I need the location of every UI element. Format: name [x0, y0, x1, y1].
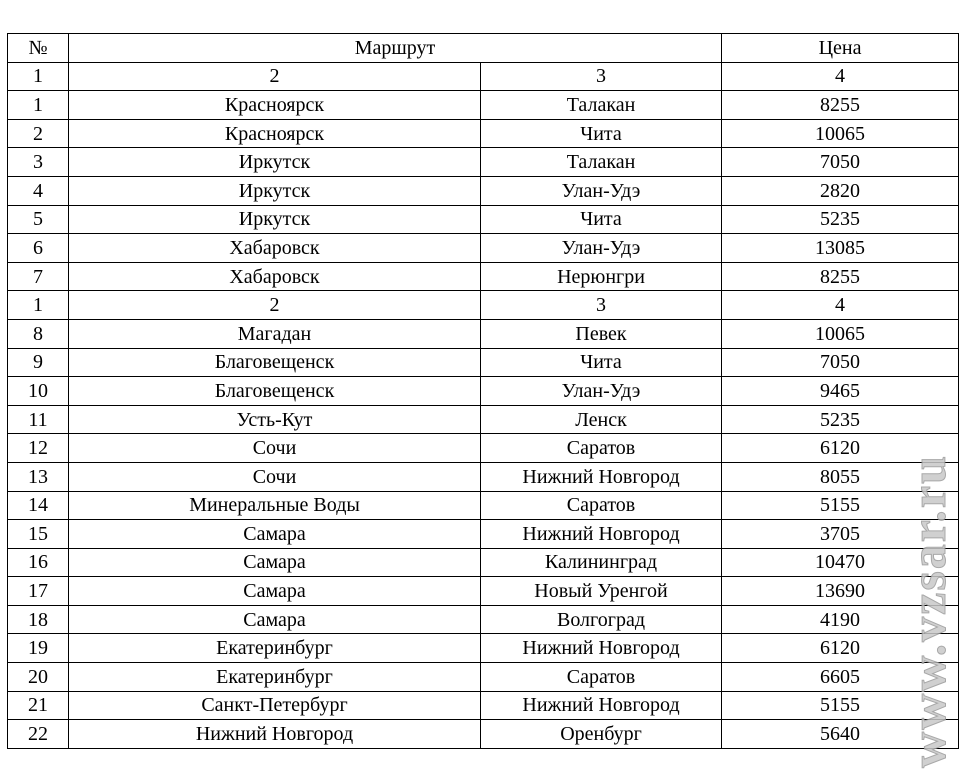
table-row	[8, 348, 959, 377]
table-row	[8, 91, 959, 120]
table-row	[8, 663, 959, 692]
cell-origin: Благовещенск	[69, 377, 481, 406]
cell-destination: Новый Уренгой	[481, 577, 722, 606]
cell-number: 16	[8, 548, 69, 577]
cell-number: 9	[8, 348, 69, 377]
cell-number: 2	[8, 119, 69, 148]
cell-destination: Талакан	[481, 91, 722, 120]
cell-origin: Самара	[69, 548, 481, 577]
cell-price: 4	[722, 62, 959, 91]
cell-origin: 2	[69, 291, 481, 320]
table-header-row	[8, 34, 959, 63]
cell-destination: Талакан	[481, 148, 722, 177]
cell-price: 5235	[722, 205, 959, 234]
cell-destination: Ленск	[481, 405, 722, 434]
cell-price: 4	[722, 291, 959, 320]
cell-number: 22	[8, 720, 69, 749]
cell-destination: Чита	[481, 205, 722, 234]
table-row	[8, 234, 959, 263]
table-row	[8, 205, 959, 234]
cell-price: 8255	[722, 262, 959, 291]
cell-destination: 3	[481, 62, 722, 91]
cell-origin: Усть-Кут	[69, 405, 481, 434]
cell-number: 1	[8, 291, 69, 320]
cell-number: 1	[8, 62, 69, 91]
cell-number: 17	[8, 577, 69, 606]
cell-number: 21	[8, 691, 69, 720]
table-row	[8, 520, 959, 549]
cell-origin: Магадан	[69, 319, 481, 348]
cell-destination: Нижний Новгород	[481, 462, 722, 491]
table-row	[8, 176, 959, 205]
cell-number: 15	[8, 520, 69, 549]
cell-origin: Нижний Новгород	[69, 720, 481, 749]
cell-origin: Иркутск	[69, 148, 481, 177]
cell-price: 13085	[722, 234, 959, 263]
cell-destination: Чита	[481, 119, 722, 148]
table-row	[8, 62, 959, 91]
table-row	[8, 634, 959, 663]
table-row	[8, 377, 959, 406]
table-row	[8, 720, 959, 749]
cell-origin: Екатеринбург	[69, 634, 481, 663]
cell-price: 7050	[722, 148, 959, 177]
cell-price: 10065	[722, 119, 959, 148]
cell-destination: Саратов	[481, 663, 722, 692]
table-row	[8, 577, 959, 606]
cell-number: 3	[8, 148, 69, 177]
cell-destination: Улан-Удэ	[481, 377, 722, 406]
cell-destination: Улан-Удэ	[481, 176, 722, 205]
cell-origin: Красноярск	[69, 91, 481, 120]
cell-origin: Сочи	[69, 434, 481, 463]
cell-origin: Сочи	[69, 462, 481, 491]
cell-price: 7050	[722, 348, 959, 377]
cell-number: 13	[8, 462, 69, 491]
cell-destination: Нижний Новгород	[481, 520, 722, 549]
cell-price: 8255	[722, 91, 959, 120]
table-row	[8, 262, 959, 291]
cell-origin: Самара	[69, 577, 481, 606]
cell-price: 6120	[722, 434, 959, 463]
table-row	[8, 148, 959, 177]
cell-origin: Иркутск	[69, 205, 481, 234]
cell-number: 18	[8, 605, 69, 634]
cell-origin: Хабаровск	[69, 262, 481, 291]
cell-origin: Санкт-Петербург	[69, 691, 481, 720]
cell-price: 10470	[722, 548, 959, 577]
cell-origin: Благовещенск	[69, 348, 481, 377]
cell-origin: Самара	[69, 605, 481, 634]
cell-origin: Минеральные Воды	[69, 491, 481, 520]
cell-number: 12	[8, 434, 69, 463]
cell-number: 5	[8, 205, 69, 234]
cell-price: 8055	[722, 462, 959, 491]
table-row	[8, 462, 959, 491]
watermark-text: www.vzsar.ru	[900, 454, 956, 768]
cell-number: 19	[8, 634, 69, 663]
cell-price: 10065	[722, 319, 959, 348]
table-row	[8, 605, 959, 634]
cell-price: 3705	[722, 520, 959, 549]
cell-origin: Иркутск	[69, 176, 481, 205]
cell-destination: Саратов	[481, 434, 722, 463]
cell-destination: Калининград	[481, 548, 722, 577]
cell-price: 2820	[722, 176, 959, 205]
cell-number: 20	[8, 663, 69, 692]
cell-number: 14	[8, 491, 69, 520]
cell-number: 11	[8, 405, 69, 434]
cell-destination: Нижний Новгород	[481, 634, 722, 663]
cell-price: 6120	[722, 634, 959, 663]
cell-price: 5155	[722, 491, 959, 520]
cell-destination: Улан-Удэ	[481, 234, 722, 263]
cell-number: 1	[8, 91, 69, 120]
cell-price: 9465	[722, 377, 959, 406]
table-row	[8, 548, 959, 577]
header-route: Маршрут	[69, 34, 722, 63]
table-row	[8, 291, 959, 320]
table-row	[8, 119, 959, 148]
cell-price: 6605	[722, 663, 959, 692]
table-row	[8, 319, 959, 348]
cell-origin: Красноярск	[69, 119, 481, 148]
cell-origin: Самара	[69, 520, 481, 549]
cell-price: 13690	[722, 577, 959, 606]
cell-price: 5235	[722, 405, 959, 434]
cell-destination: Волгоград	[481, 605, 722, 634]
cell-number: 6	[8, 234, 69, 263]
cell-number: 10	[8, 377, 69, 406]
header-number: №	[8, 34, 69, 63]
cell-number: 7	[8, 262, 69, 291]
table-row	[8, 434, 959, 463]
cell-origin: Хабаровск	[69, 234, 481, 263]
cell-destination: Нижний Новгород	[481, 691, 722, 720]
cell-destination: 3	[481, 291, 722, 320]
cell-number: 4	[8, 176, 69, 205]
table-row	[8, 491, 959, 520]
cell-origin: 2	[69, 62, 481, 91]
cell-destination: Певек	[481, 319, 722, 348]
cell-destination: Нерюнгри	[481, 262, 722, 291]
cell-destination: Оренбург	[481, 720, 722, 749]
table-row	[8, 405, 959, 434]
header-price: Цена	[722, 34, 959, 63]
cell-price: 4190	[722, 605, 959, 634]
cell-number: 8	[8, 319, 69, 348]
cell-destination: Чита	[481, 348, 722, 377]
cell-destination: Саратов	[481, 491, 722, 520]
cell-price: 5155	[722, 691, 959, 720]
table-body	[8, 62, 959, 748]
routes-price-table	[7, 33, 959, 749]
table-row	[8, 691, 959, 720]
cell-origin: Екатеринбург	[69, 663, 481, 692]
cell-price: 5640	[722, 720, 959, 749]
